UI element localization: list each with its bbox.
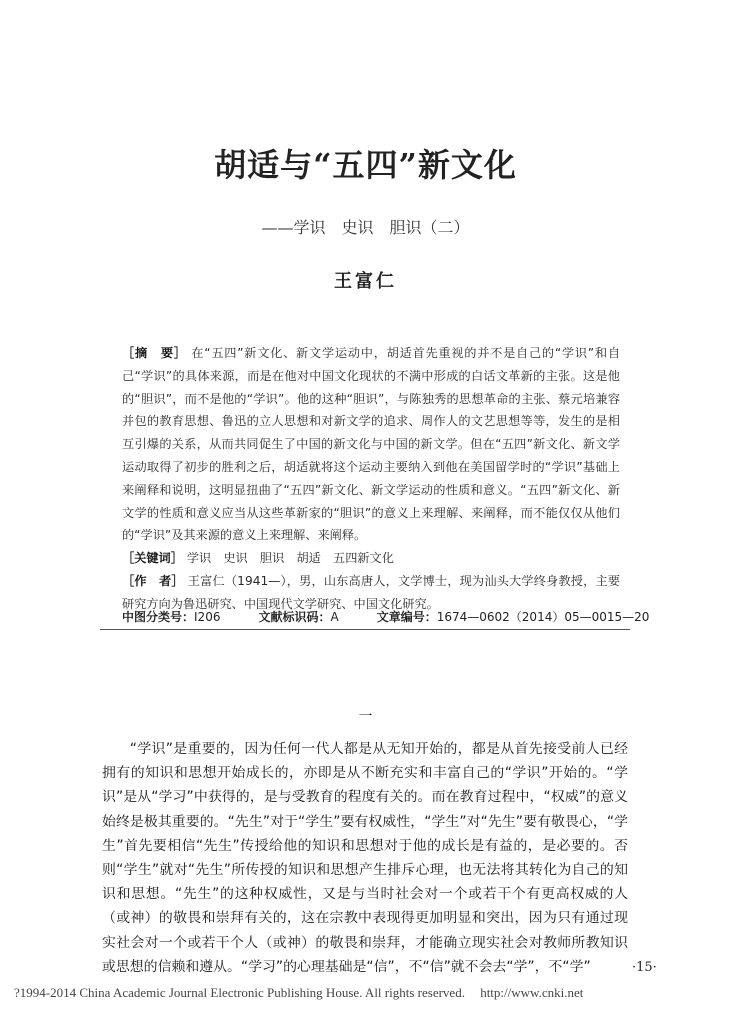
article-title: 胡适与“五四”新文化 <box>214 146 517 184</box>
author-info-label: ［作 者］ <box>122 573 184 588</box>
keywords-label: ［关键词］ <box>122 551 183 566</box>
footer-url[interactable]: http://www.cnki.net <box>480 985 584 1000</box>
author-info-text: 王富仁（1941—），男，山东高唐人，文学博士，现为汕头大学终身教授，主要研究方向为鲁迅研究、中国现代文学研究、中国文化研究。 <box>122 573 621 611</box>
page-footer <box>14 985 583 1001</box>
clc-label: 中图分类号： <box>122 610 195 624</box>
classification-line <box>122 608 650 625</box>
article-number-value: 1674—0602（2014）05—0015—20 <box>436 610 650 624</box>
article-author: 王富仁 <box>334 271 397 292</box>
article-subtitle: ——学识 史识 胆识（二） <box>261 218 470 237</box>
body-text-block <box>102 737 628 979</box>
copyright-text: ?1994-2014 China Academic Journal Electronic Publishing House. All rights reserved. <box>14 985 465 1000</box>
section-number: 一 <box>358 709 373 725</box>
page-number: ·15· <box>632 960 657 975</box>
doc-code-value: A <box>330 610 339 624</box>
clc-value: I206 <box>194 610 221 624</box>
doc-code-label: 文献标识码： <box>258 610 331 624</box>
abstract-text: 在“五四”新文化、新文学运动中，胡适首先重视的并不是自己的“学识”和自己“学识”的具体来源，而是在他对中国文化现状的不满中形成的白话文革新的主张。这是他的“胆识”，而不是他的“学识”。他的这种“胆识”，与陈独秀的思想革命的主张、蔡元培兼容并包的教育思想、鲁迅的立人思想和对新文学的追求、周作人的文艺思想等等，发生的是相互引爆的关系，从而共同促生了中国的新文化与中国的新文学。但在“五四”新文化、新文学运动取得了初步的胜利之后，胡适就将这个运动主要纳入到他在美国留学时的“学识”基础上来阐释和说明，这明显扭曲了“五四”新文化、新文学运动的性质和意义。“五四”新文化、新文学的性质和意义应当从这些革新家的“胆识”的意义上来理解、来阐释，而不能仅仅从他们的“学识”及其来源的意义上来理解、来阐释。 <box>122 346 621 543</box>
divider-rule <box>100 629 630 630</box>
article-number-label: 文章编号： <box>376 610 437 624</box>
abstract-label: ［摘 要］ <box>122 346 187 360</box>
keywords-text: 学识 史识 胆识 胡适 五四新文化 <box>186 551 394 566</box>
abstract-paragraph <box>122 342 620 547</box>
body-paragraph: “学识”是重要的，因为任何一代人都是从无知开始的，都是从首先接受前人已经拥有的知识和思想开始成长的，亦即是从不断充实和丰富自己的“学识”开始的。“学识”是从“学习”中获得的，是与受教育的程度有关的。而在教育过程中，“权威”的意义始终是极其重要的。“先生”对于“学生”要有权威性，“学生”对“先生”要有敬畏心，“学生”首先要相信“先生”传授给他的知识和思想对于他的成长是有益的，是必要的。否则“学生”就对“先生”所传授的知识和思想产生排斥心理，也无法将其转化为自己的知识和思想。“先生”的这种权威性，又是与当时社会对一个或若干个有更高权威的人（或神）的敬畏和崇拜有关的，这在宗教中表现得更加明显和突出，因为只有通过现实社会对一个或若干个人（或神）的敬畏和崇拜，才能确立现实社会对教师所教知识或思想的信赖和遵从。“学习”的心理基础是“信”，不“信”就不会去“学”，不“学” <box>102 741 628 975</box>
abstract-block <box>122 342 620 616</box>
keywords-paragraph <box>122 547 620 570</box>
